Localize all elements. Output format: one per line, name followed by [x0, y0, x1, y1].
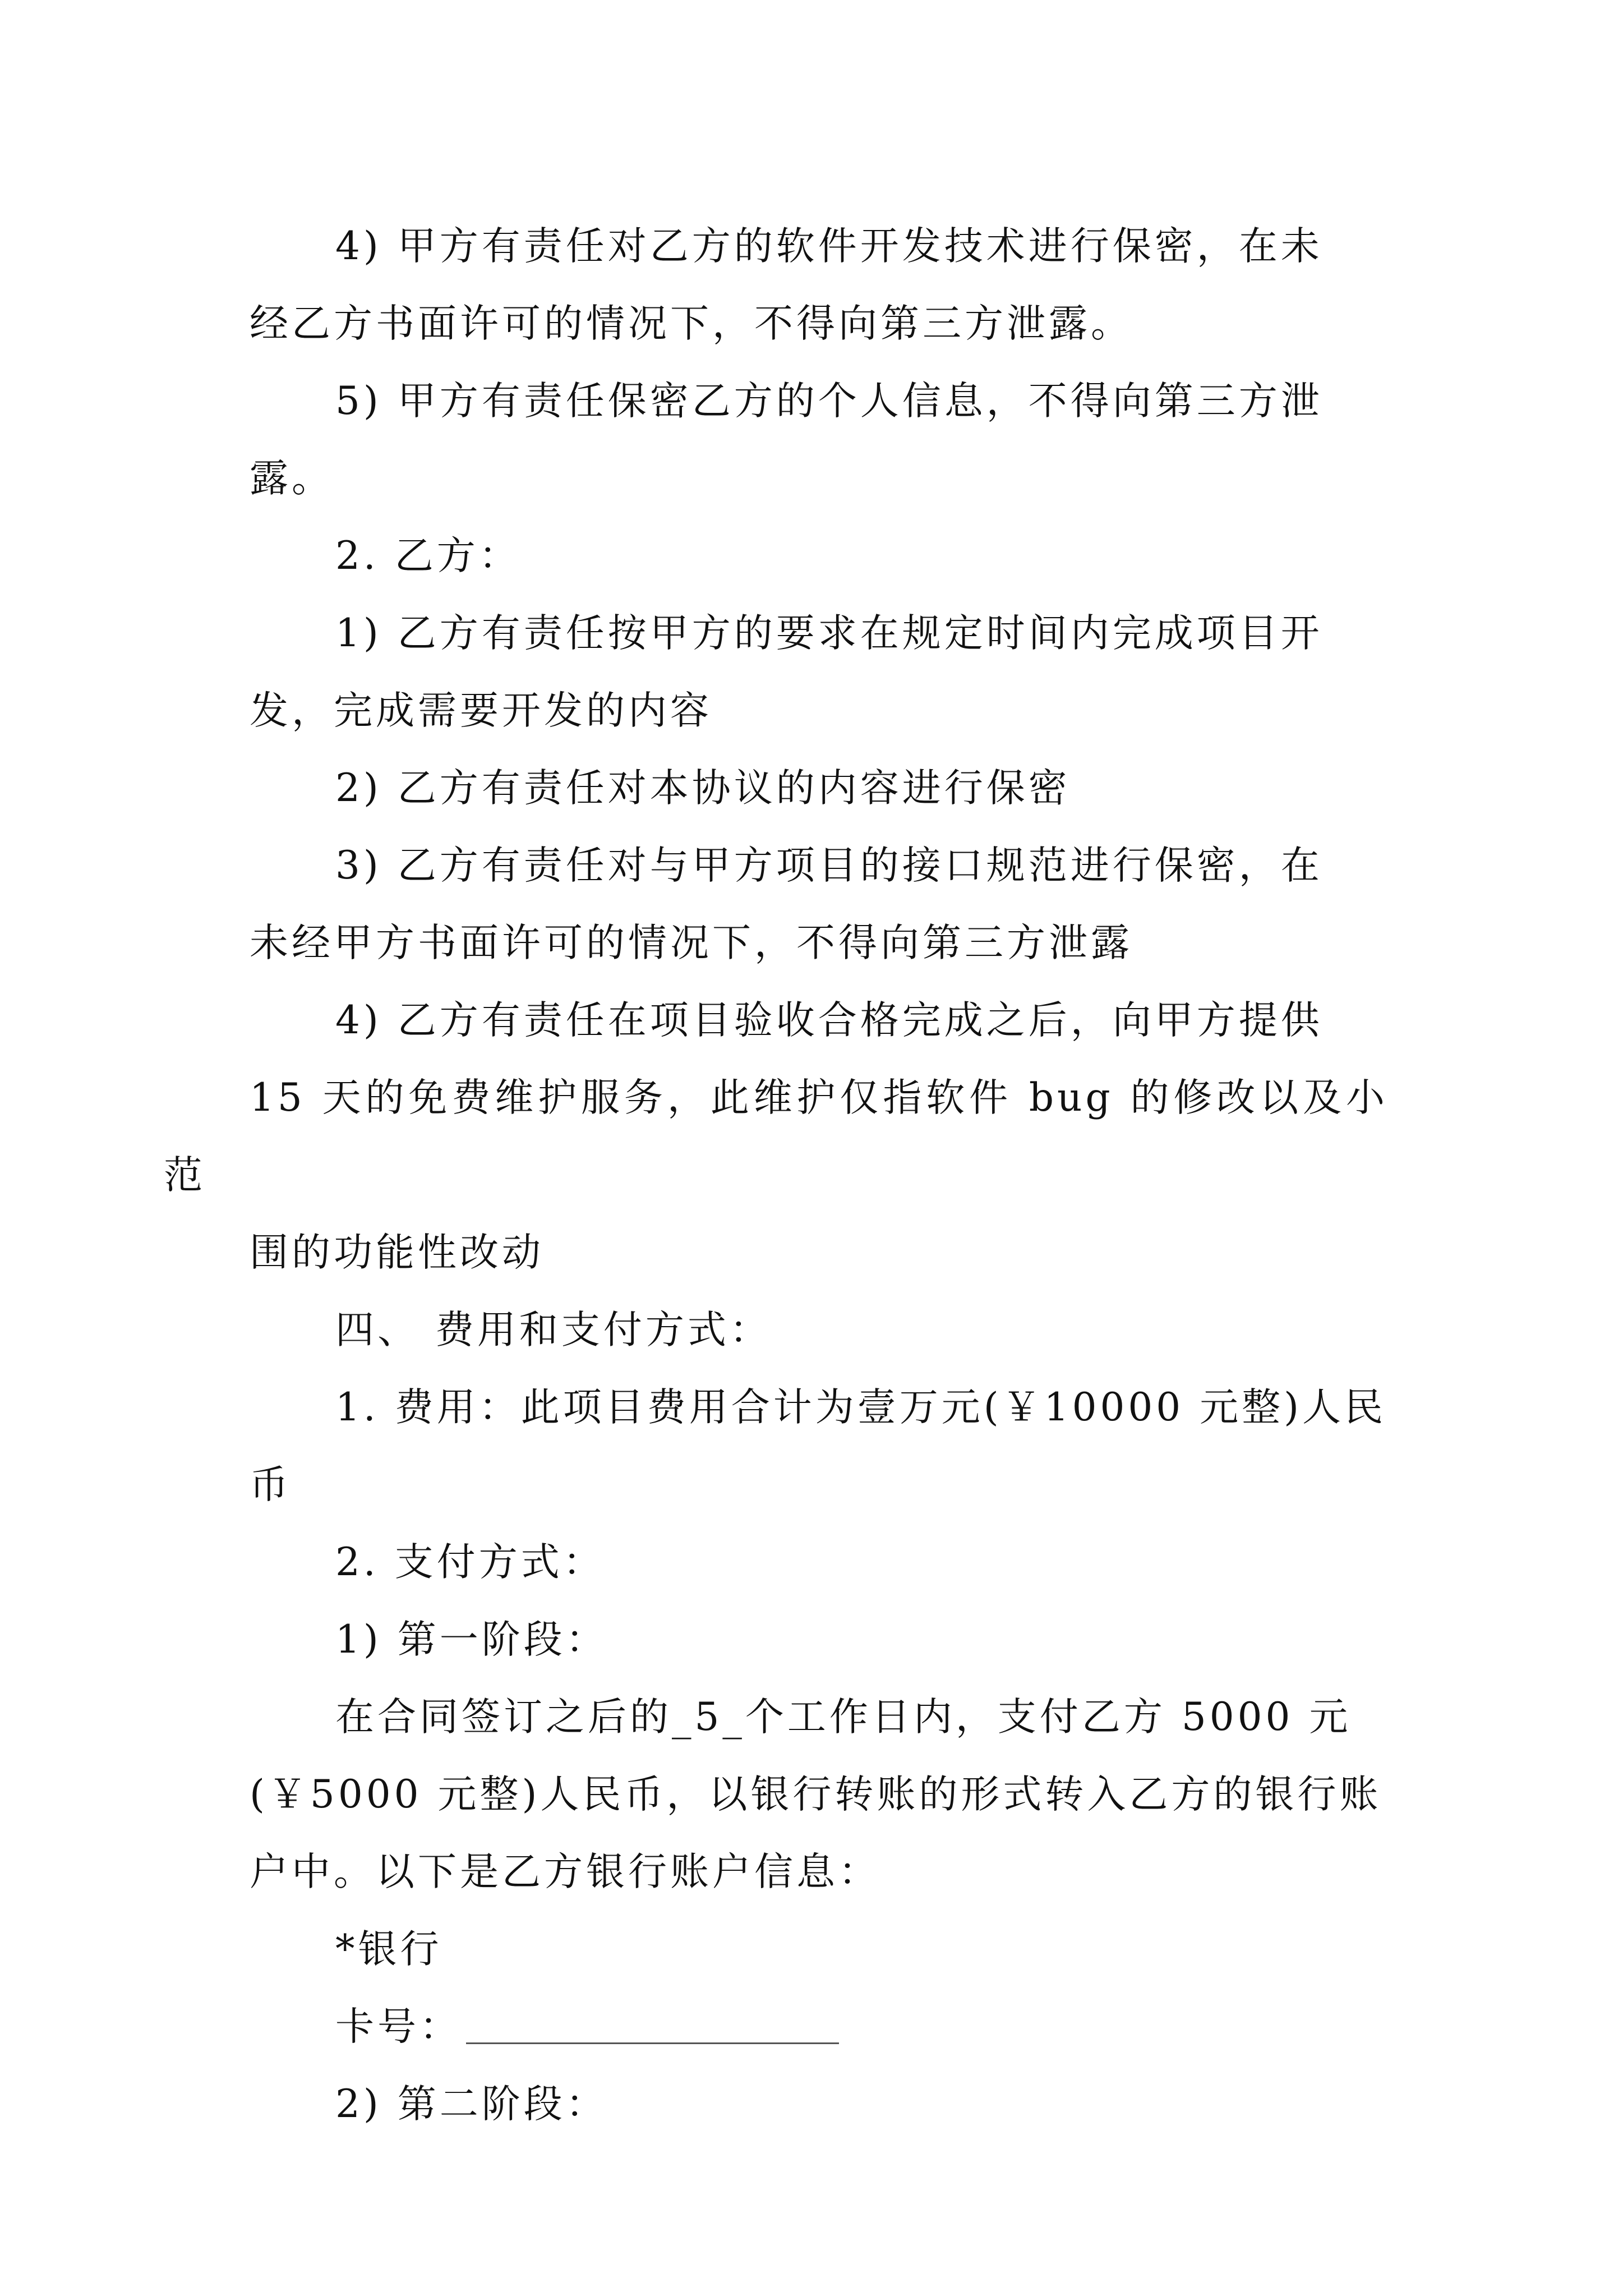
paragraph-line: *银行 [335, 1927, 442, 1972]
paragraph-phase-one [250, 1601, 1388, 1678]
paragraph-party-a-obligation-4 [250, 208, 1388, 362]
paragraph-line: 发，完成需要开发的内容 [250, 688, 712, 733]
paragraph-line: 4) 乙方有责任在项目验收合格完成之后，向甲方提供 [335, 998, 1323, 1043]
paragraph-phase-one-details [250, 1678, 1388, 1911]
paragraph-party-a-obligation-5 [250, 362, 1388, 517]
paragraph-line: 未经甲方书面许可的情况下，不得向第三方泄露 [250, 921, 1133, 965]
document-body [164, 208, 1388, 2143]
paragraph-fees [250, 1369, 1388, 1524]
paragraph-line: 2) 第二阶段： [335, 2082, 608, 2127]
paragraph-line: 15 天的免费维护服务，此维护仅指软件 bug 的修改以及小范 [164, 1075, 1388, 1198]
card-number-label: 卡号： [335, 2004, 462, 2049]
paragraph-line: 3) 乙方有责任对与甲方项目的接口规范进行保密，在 [335, 843, 1323, 888]
paragraph-line: 围的功能性改动 [250, 1230, 544, 1275]
paragraph-bank-name [250, 1911, 1388, 1988]
paragraph-line: 5) 甲方有责任保密乙方的个人信息，不得向第三方泄 [335, 379, 1323, 424]
paragraph-party-b-obligation-3 [250, 827, 1388, 982]
section-heading-fees-payment [250, 1291, 1388, 1369]
paragraph-line: 4) 甲方有责任对乙方的软件开发技术进行保密，在未 [335, 224, 1323, 269]
paragraph-line: 币 [250, 1462, 292, 1507]
section-heading-party-b [250, 517, 1388, 595]
paragraph-line: 2. 乙方： [335, 533, 521, 578]
paragraph-phase-two [250, 2065, 1388, 2143]
card-number-blank-field [466, 2009, 839, 2044]
paragraph-line: 1) 乙方有责任按甲方的要求在规定时间内完成项目开 [335, 611, 1323, 656]
paragraph-line: 2) 乙方有责任对本协议的内容进行保密 [335, 766, 1071, 811]
paragraph-card-number [250, 1988, 1388, 2065]
paragraph-party-b-obligation-1 [250, 595, 1388, 749]
paragraph-party-b-obligation-4 [164, 982, 1388, 1291]
paragraph-line: 四、 费用和支付方式： [335, 1308, 772, 1352]
paragraph-line: 1. 费用：此项目费用合计为壹万元(￥10000 元整)人民 [335, 1385, 1387, 1430]
paragraph-line: 2. 支付方式： [335, 1540, 605, 1585]
paragraph-payment-method [250, 1524, 1388, 1601]
paragraph-line: (￥5000 元整)人民币，以银行转账的形式转入乙方的银行账 [250, 1772, 1382, 1817]
paragraph-party-b-obligation-2 [250, 749, 1388, 827]
paragraph-line: 经乙方书面许可的情况下，不得向第三方泄露。 [250, 301, 1133, 346]
paragraph-line: 户中。以下是乙方银行账户信息： [250, 1849, 880, 1894]
paragraph-line: 露。 [250, 456, 334, 501]
paragraph-line: 在合同签订之后的_5_个工作日内，支付乙方 5000 元 [335, 1695, 1352, 1740]
paragraph-line: 1) 第一阶段： [335, 1617, 608, 1662]
